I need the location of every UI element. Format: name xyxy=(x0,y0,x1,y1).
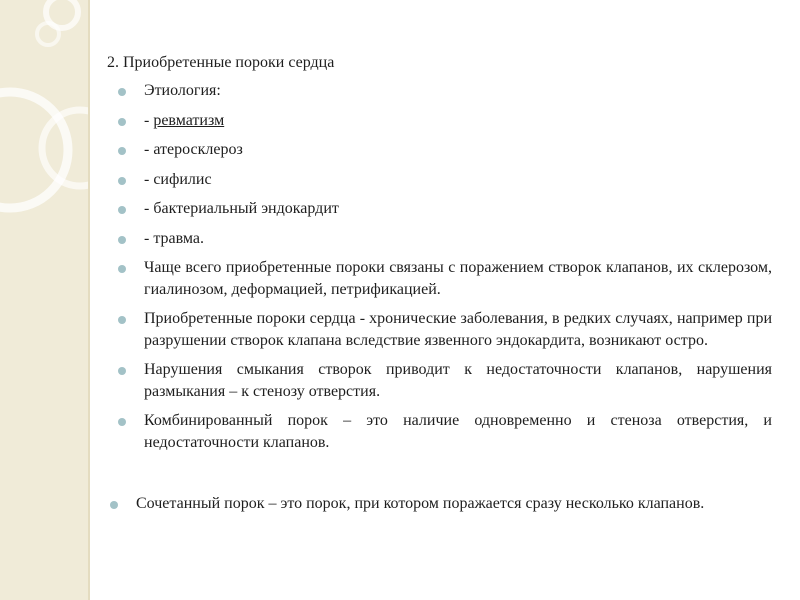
list-item xyxy=(118,198,772,228)
bullet-list xyxy=(118,80,772,454)
final-bullet xyxy=(110,494,776,513)
list-item-text: Комбинированный порок – это наличие одновременно и стеноза отверстия, и недостаточности клапанов. xyxy=(144,412,772,451)
ring-top-small xyxy=(37,23,59,45)
side-decoration-strip xyxy=(0,0,88,600)
rings-graphic xyxy=(0,0,88,600)
list-item xyxy=(118,228,772,258)
bullet-dot-icon xyxy=(118,418,126,426)
bullet-dot-icon xyxy=(118,206,126,214)
list-item xyxy=(118,80,772,110)
list-item xyxy=(118,110,772,140)
bullet-dot-icon xyxy=(110,501,118,509)
final-bullet-text: Сочетанный порок – это порок, при котором поражается сразу несколько клапанов. xyxy=(136,495,705,512)
side-divider xyxy=(88,0,90,600)
list-item-text: - сифилис xyxy=(144,170,212,188)
list-item xyxy=(118,139,772,169)
bullet-dot-icon xyxy=(118,236,126,244)
bullet-dot-icon xyxy=(118,316,126,324)
list-item-text: - травма. xyxy=(144,229,205,247)
list-item-text: Нарушения смыкания створок приводит к недостаточности клапанов, нарушения размыкания – к стенозу отверстия. xyxy=(144,361,772,400)
list-item xyxy=(118,410,772,454)
underlined-term: ревматизм xyxy=(153,111,225,129)
list-item-text: Приобретенные пороки сердца - хронические заболевания, в редких случаях, например при разрушении створок клапана вследствие язвенного эндокардита, возникают остро. xyxy=(144,310,772,349)
list-item xyxy=(118,169,772,199)
list-item xyxy=(118,257,772,301)
list-item-prefix: - xyxy=(144,111,154,129)
bullet-dot-icon xyxy=(118,265,126,273)
list-item-text: Этиология: xyxy=(144,82,221,99)
list-item-text: - бактериальный эндокардит xyxy=(144,200,339,217)
bullet-dot-icon xyxy=(118,147,126,155)
bullet-dot-icon xyxy=(118,118,126,126)
list-item xyxy=(118,359,772,403)
list-item-text: Чаще всего приобретенные пороки связаны с поражением створок клапанов, их склерозом, гиалинозом, деформацией, петрификацией. xyxy=(144,259,772,298)
list-item xyxy=(118,308,772,352)
bullet-dot-icon xyxy=(118,177,126,185)
slide-title: 2. Приобретенные пороки сердца xyxy=(107,54,335,71)
ring-large xyxy=(0,92,68,208)
bullet-dot-icon xyxy=(118,367,126,375)
list-item-text: - атеросклероз xyxy=(144,141,243,158)
bullet-dot-icon xyxy=(118,88,126,96)
